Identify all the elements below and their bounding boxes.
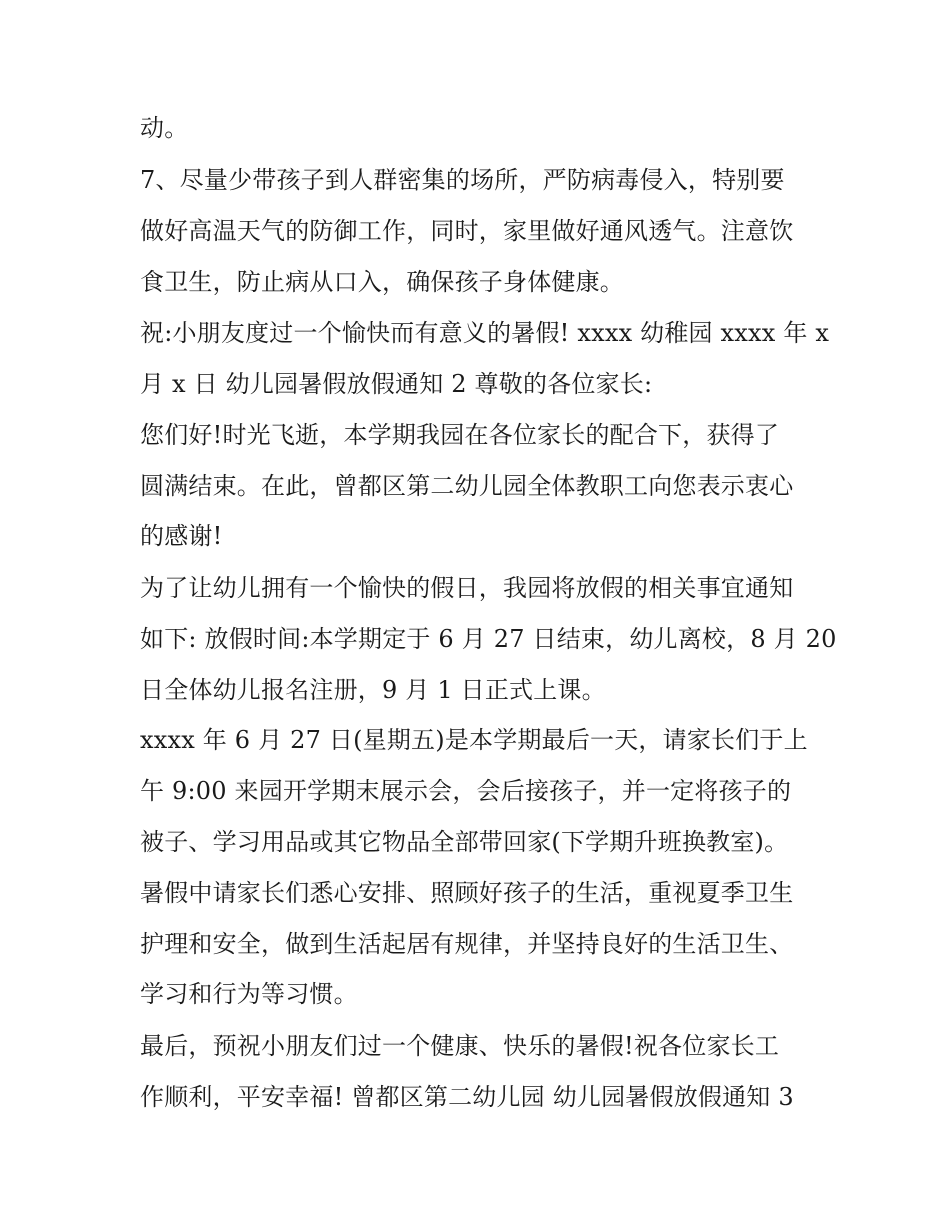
text-line: 午 9:00 来园开学期末展示会，会后接孩子，并一定将孩子的 — [140, 777, 792, 805]
text-line: 圆满结束。在此，曾都区第二幼儿园全体教职工向您表示衷心 — [140, 472, 794, 500]
text-line: 做好高温天气的防御工作，同时，家里做好通风透气。注意饮 — [140, 217, 794, 245]
text-line: 祝:小朋友度过一个愉快而有意义的暑假! xxxx 幼稚园 xxxx 年 x — [140, 319, 830, 347]
text-line: 月 x 日 幼儿园暑假放假通知 2 尊敬的各位家长: — [140, 370, 653, 398]
text-line: 护理和安全，做到生活起居有规律，并坚持良好的生活卫生、 — [140, 930, 794, 958]
text-line: 您们好!时光飞逝，本学期我园在各位家长的配合下，获得了 — [140, 421, 780, 449]
text-line: 如下: 放假时间:本学期定于 6 月 27 日结束，幼儿离校，8 月 20 — [140, 625, 837, 653]
text-line: 暑假中请家长们悉心安排、照顾好孩子的生活，重视夏季卫生 — [140, 879, 794, 907]
text-line: 最后，预祝小朋友们过一个健康、快乐的暑假!祝各位家长工 — [140, 1032, 780, 1060]
text-line: 被子、学习用品或其它物品全部带回家(下学期升班换教室)。 — [140, 828, 789, 856]
text-line: xxxx 年 6 月 27 日(星期五)是本学期最后一天，请家长们于上 — [140, 726, 808, 754]
text-line: 7、尽量少带孩子到人群密集的场所，严防病毒侵入，特别要 — [140, 166, 785, 194]
text-line: 日全体幼儿报名注册，9 月 1 日正式上课。 — [140, 676, 606, 704]
text-line: 为了让幼儿拥有一个愉快的假日，我园将放假的相关事宜通知 — [140, 574, 794, 602]
text-line: 学习和行为等习惯。 — [140, 980, 358, 1008]
text-line: 的感谢! — [140, 522, 223, 550]
text-line: 动。 — [140, 114, 189, 142]
text-line: 食卫生，防止病从口入，确保孩子身体健康。 — [140, 268, 624, 296]
text-line: 作顺利，平安幸福! 曾都区第二幼儿园 幼儿园暑假放假通知 3 — [140, 1083, 794, 1111]
